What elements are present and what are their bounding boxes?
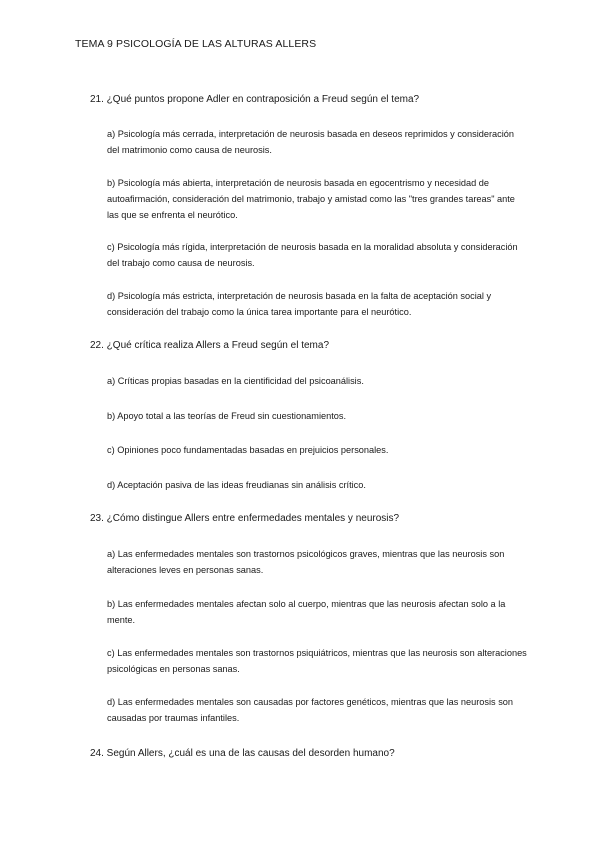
page-header: TEMA 9 PSICOLOGÍA DE LAS ALTURAS ALLERS [75,38,317,50]
question-24: 24. Según Allers, ¿cuál es una de las causas del desorden humano? [90,748,395,759]
question-22-option-a: a) Críticas propias basadas en la cientificidad del psicoanálisis. [107,376,364,386]
question-21-option-b: b) Psicología más abierta, interpretación de neurosis basada en egocentrismo y necesidad de autoafirmación, consideración del matrimonio, trabajo y amistad como las "tres grandes tareas" ante las que se enfrenta el neurótico. [107,178,515,220]
question-23-option-b: b) Las enfermedades mentales afectan solo al cuerpo, mientras que las neurosis afectan solo a la mente. [107,599,506,625]
question-21: 21. ¿Qué puntos propone Adler en contraposición a Freud según el tema? [90,94,420,105]
question-23-option-a: a) Las enfermedades mentales son trastornos psicológicos graves, mientras que las neurosis son alteraciones leves en personas sanas. [107,549,505,575]
question-22-option-d: d) Aceptación pasiva de las ideas freudianas sin análisis crítico. [107,480,366,490]
question-23-option-d: d) Las enfermedades mentales son causadas por factores genéticos, mientras que las neurosis son causadas por traumas infantiles. [107,697,514,723]
question-23: 23. ¿Cómo distingue Allers entre enfermedades mentales y neurosis? [90,513,400,524]
question-21-option-a: a) Psicología más cerrada, interpretación de neurosis basada en deseos reprimidos y consideración del matrimonio como causa de neurosis. [107,129,515,155]
question-21-option-d: d) Psicología más estricta, interpretación de neurosis basada en la falta de aceptación social y consideración del trabajo como la única tarea importante para el neurótico. [107,291,492,317]
question-22-option-c: c) Opiniones poco fundamentadas basadas en prejuicios personales. [107,445,389,455]
question-23-option-c: c) Las enfermedades mentales son trastornos psiquiátricos, mientras que las neurosis son alteraciones psicológicas en personas sanas. [107,648,527,674]
question-21-option-c: c) Psicología más rígida, interpretación de neurosis basada en la moralidad absoluta y consideración del trabajo como causa de neurosis. [107,242,518,268]
question-22: 22. ¿Qué crítica realiza Allers a Freud según el tema? [90,340,330,351]
question-22-option-b: b) Apoyo total a las teorías de Freud sin cuestionamientos. [107,411,347,421]
